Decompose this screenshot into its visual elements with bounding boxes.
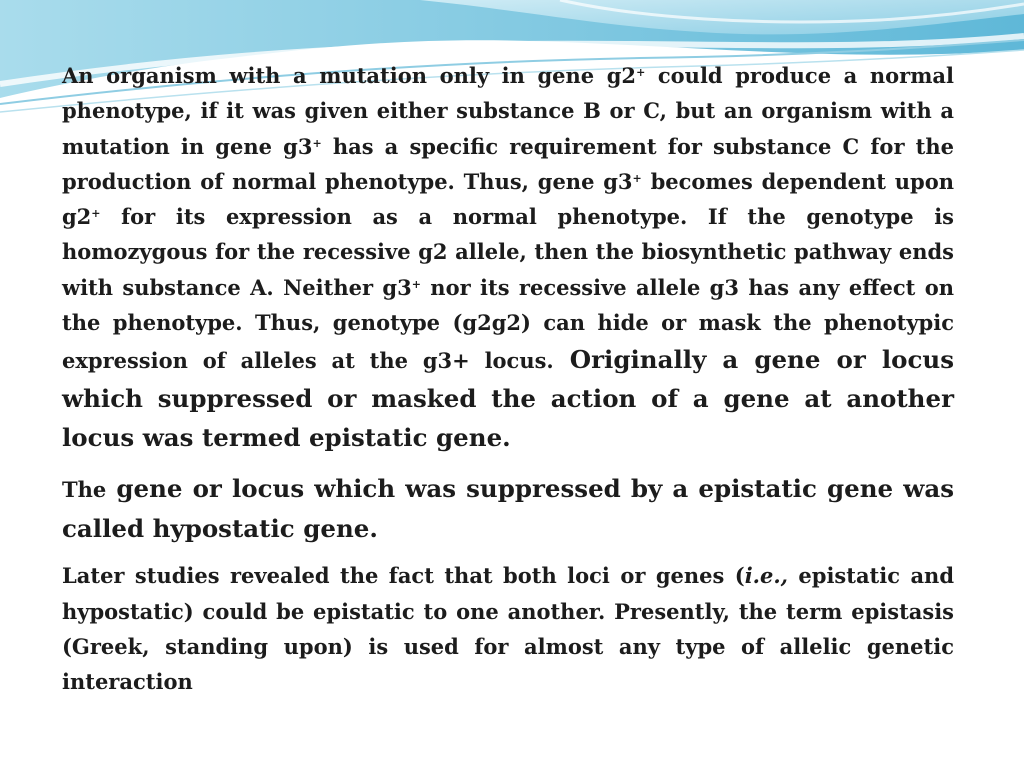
superscript-plus: + (312, 136, 322, 150)
text-run: gene or locus which was suppressed by a epistatic gene was called hypostatic gene. (62, 474, 954, 544)
text-run: An organism with a mutation only in gene g2 (62, 63, 637, 88)
text-run: nor its recessive allele g3 has any effect on the phenotype. Thus, genotype (g2g2) can hide or mask the phenotypic expression of alleles at the g3+ locus. (62, 274, 954, 374)
text-run: epistatic and hypostatic) could be epistatic to one another. Presently, the term epistasis (Greek, standing upon) is used for almost any type of allelic genetic interaction (62, 563, 954, 695)
text-run: The (62, 477, 107, 503)
text-run: for its expression as a normal phenotype. If the genotype is homozygous for the recessive g2 allele, then the biosynthetic pathway ends with substance A. Neither g3 (62, 204, 954, 300)
paragraph-later-studies (62, 558, 954, 699)
slide-body (62, 58, 954, 700)
text-run: Later studies revealed the fact that both loci or genes ( (62, 563, 745, 589)
text-run: has a specific requirement for substance C for the production of normal phenotype. Thus, gene g3 (62, 133, 954, 194)
epistatic-definition: Originally a gene or locus which suppressed or masked the action of a gene at another locus was termed epistatic gene. (62, 345, 954, 453)
paragraph-epistatic-explanation (62, 58, 954, 457)
text-run: becomes dependent upon g2 (62, 168, 955, 230)
italic-ie: i.e., (744, 563, 788, 589)
text-run: could produce a normal phenotype, if it was given either substance B or C, but an organism with a mutation in gene g3 (62, 63, 955, 159)
superscript-plus: + (636, 66, 646, 79)
superscript-plus: + (632, 171, 642, 185)
paragraph-hypostatic-definition (62, 469, 954, 548)
superscript-plus: + (91, 207, 101, 221)
superscript-plus: + (411, 277, 421, 291)
